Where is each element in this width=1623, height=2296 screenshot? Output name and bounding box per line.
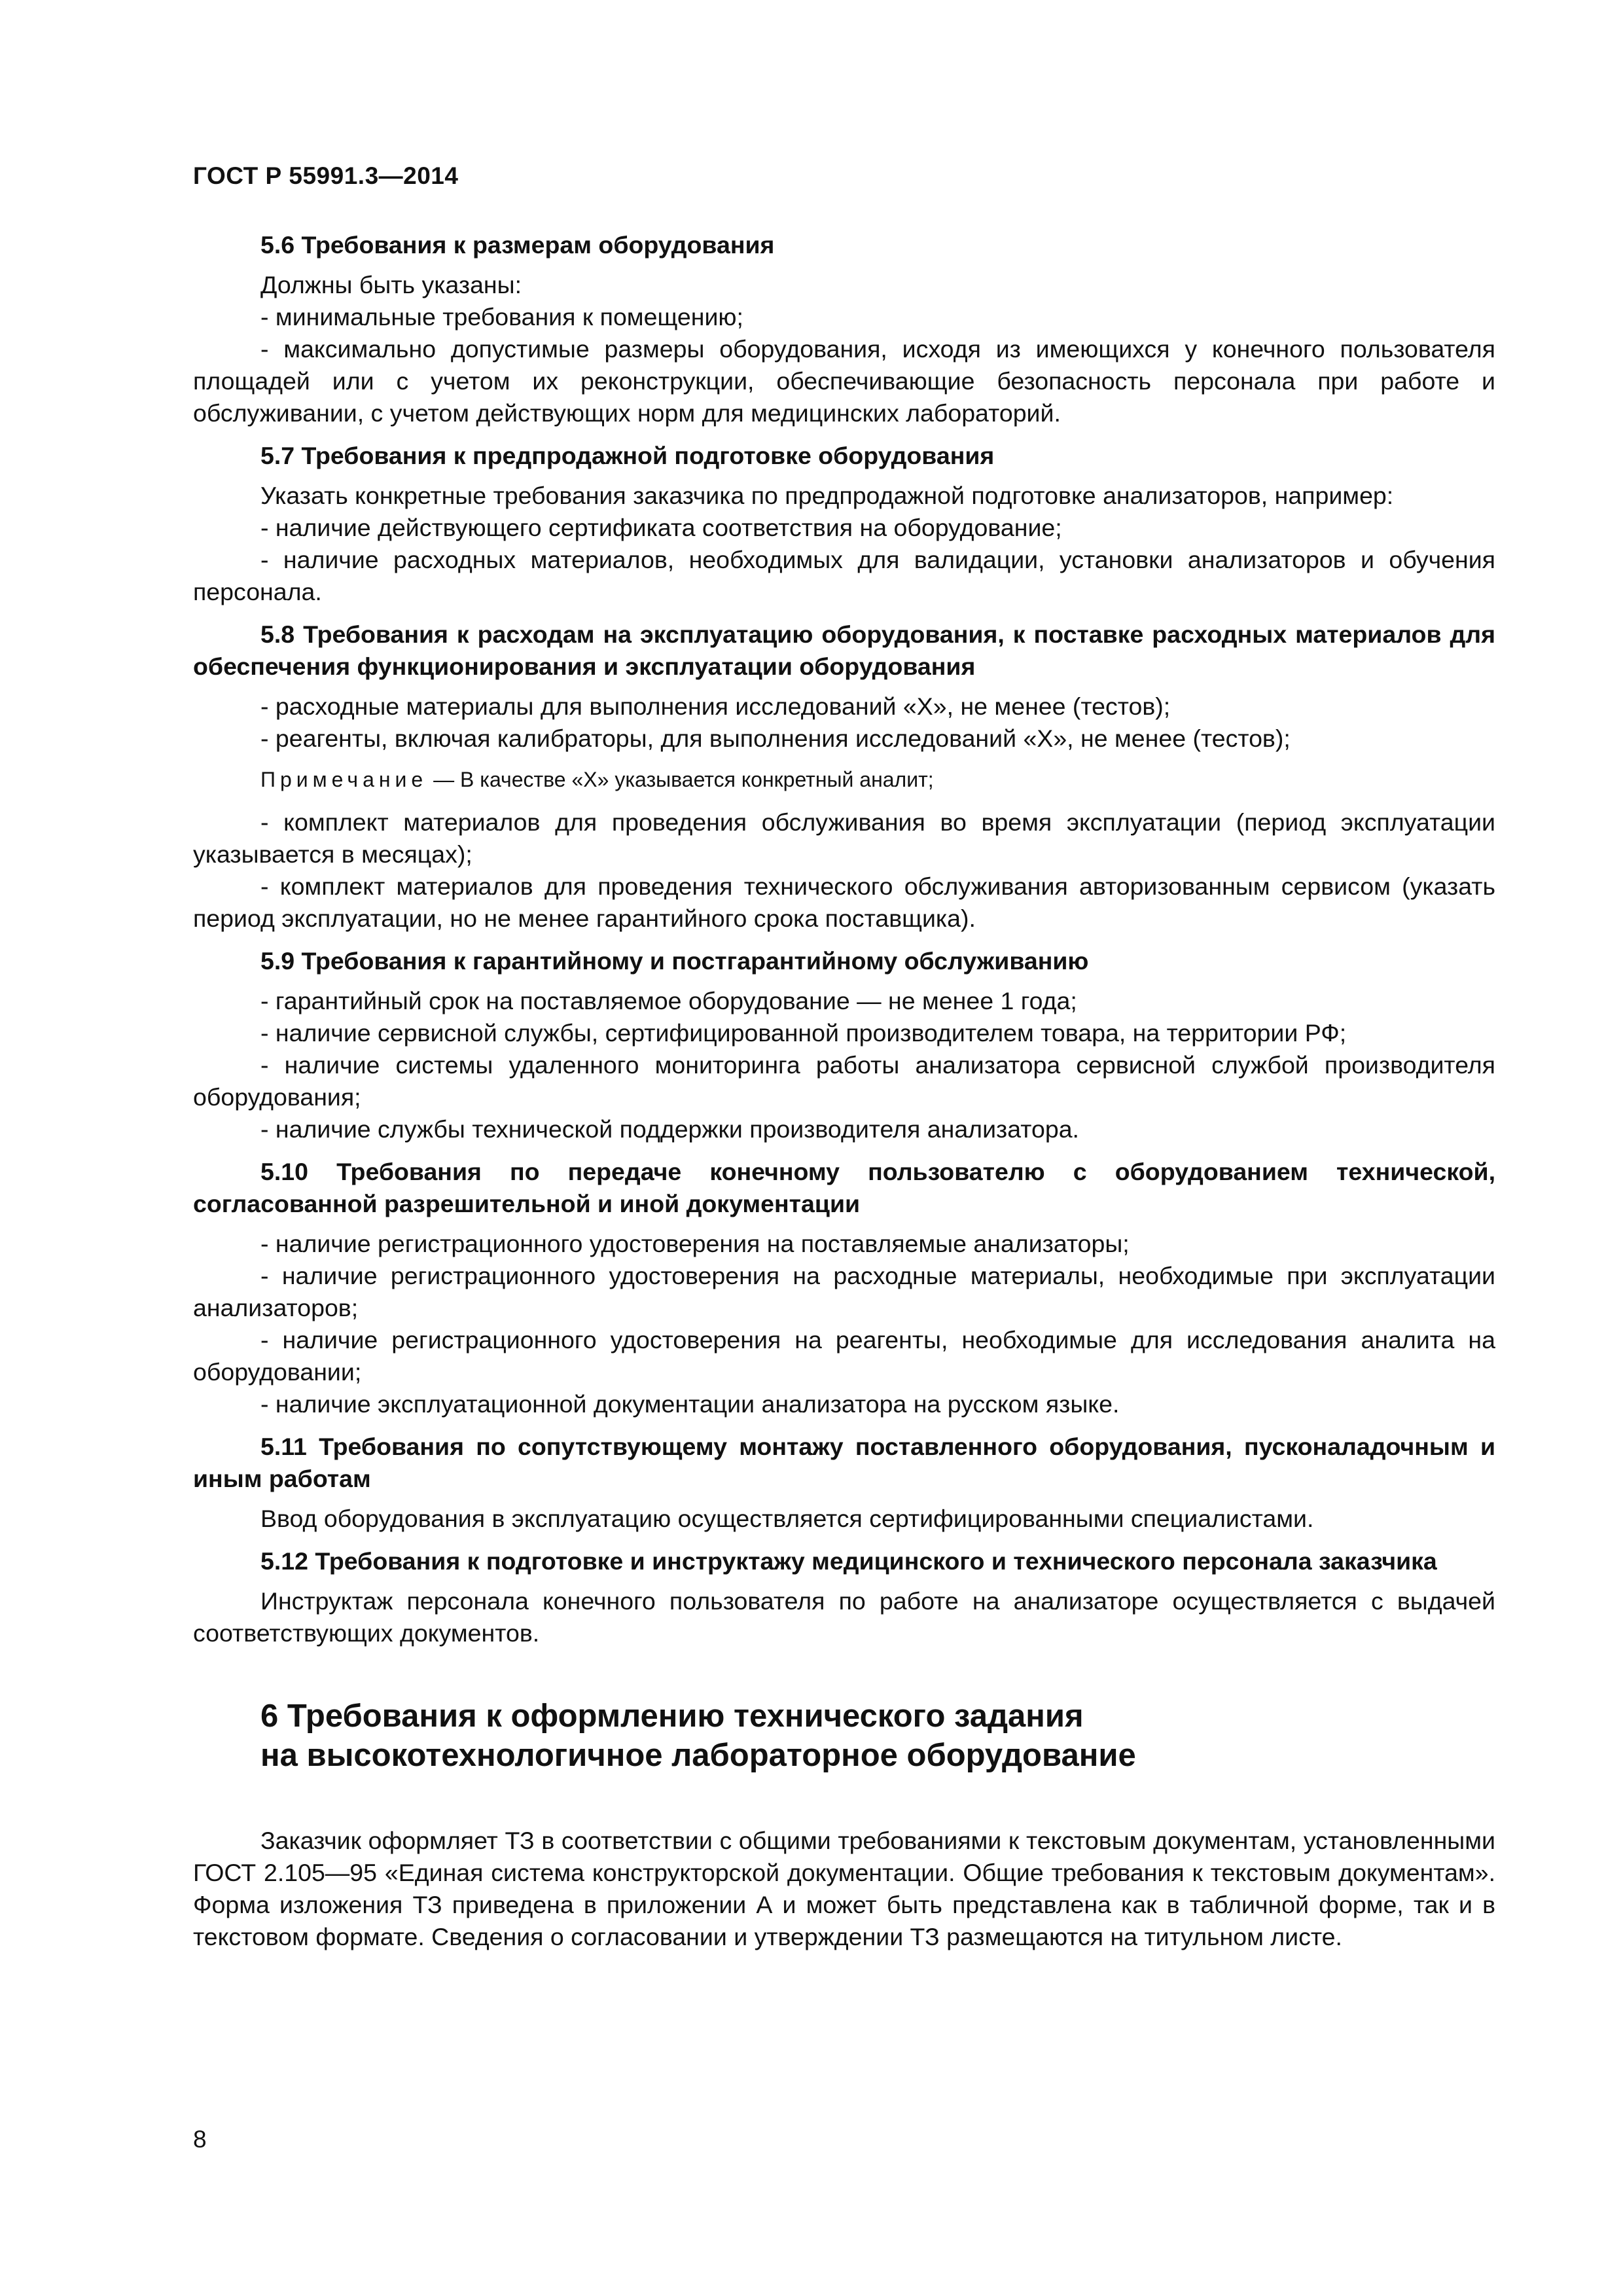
note-label: Примечание <box>260 768 428 791</box>
section-5-9 <box>193 945 1495 1145</box>
paragraph: Указать конкретные требования заказчика по предпродажной подготовке анализаторов, например: <box>260 482 1394 509</box>
chapter-heading <box>260 1696 1495 1775</box>
section-5-8 <box>193 619 1495 935</box>
list-item: - наличие системы удаленного мониторинга работы анализатора сервисной службой производителя оборудования; <box>193 1051 1495 1111</box>
section-heading: 5.8 Требования к расходам на эксплуатацию оборудования, к поставке расходных материалов для обеспечения функционирования и эксплуатации оборудования <box>193 620 1495 680</box>
chapter-heading-line-2: на высокотехнологичное лабораторное оборудование <box>260 1738 1136 1773</box>
document-body <box>193 229 1495 1953</box>
note <box>193 764 1495 796</box>
section-5-6 <box>193 229 1495 429</box>
list-item: - комплект материалов для проведения обслуживания во время эксплуатации (период эксплуатации указывается в месяцах); <box>193 808 1495 868</box>
section-5-7 <box>193 440 1495 608</box>
list-item: - наличие регистрационного удостоверения на поставляемые анализаторы; <box>260 1230 1130 1257</box>
section-6 <box>193 1696 1495 1953</box>
section-5-12 <box>193 1545 1495 1649</box>
section-5-10 <box>193 1156 1495 1420</box>
section-heading: 5.6 Требования к размерам оборудования <box>260 231 775 259</box>
section-5-11 <box>193 1431 1495 1535</box>
list-item: - комплект материалов для проведения технического обслуживания авторизованным сервисом (указать период эксплуатации, но не менее гарантийного срока поставщика). <box>193 872 1495 932</box>
chapter-heading-line-1: 6 Требования к оформлению технического задания <box>260 1698 1084 1734</box>
list-item: - наличие действующего сертификата соответствия на оборудование; <box>260 514 1062 541</box>
list-item: - наличие расходных материалов, необходимых для валидации, установки анализаторов и обучения персонала. <box>193 546 1495 605</box>
list-item: - наличие сервисной службы, сертифицированной производителем товара, на территории РФ; <box>260 1019 1347 1047</box>
paragraph: Ввод оборудования в эксплуатацию осуществляется сертифицированными специалистами. <box>260 1505 1314 1532</box>
note-text: — В качестве «Х» указывается конкретный аналит; <box>427 768 934 791</box>
list-item: - расходные материалы для выполнения исследований «Х», не менее (тестов); <box>260 692 1171 720</box>
paragraph: Должны быть указаны: <box>260 271 522 298</box>
list-item: - наличие эксплуатационной документации анализатора на русском языке. <box>260 1390 1120 1418</box>
list-item: - наличие регистрационного удостоверения на расходные материалы, необходимые при эксплуатации анализаторов; <box>193 1262 1495 1321</box>
paragraph: Заказчик оформляет ТЗ в соответствии с общими требованиями к текстовым документам, установленными ГОСТ 2.105—95 «Единая система конструкторской документации. Общие требования к текстовым документам». Форма изложения ТЗ приведена в приложении А и может быть представлена как в табличной форме, так и в текстовом формате. Сведения о согласовании и утверждении ТЗ размещаются на титульном листе. <box>193 1827 1495 1950</box>
section-heading: 5.10 Требования по передаче конечному пользователю с оборудованием технической, согласованной разрешительной и иной документации <box>193 1158 1495 1217</box>
list-item: - минимальные требования к помещению; <box>260 303 743 331</box>
paragraph: Инструктаж персонала конечного пользователя по работе на анализаторе осуществляется с выдачей соответствующих документов. <box>193 1587 1495 1647</box>
list-item: - реагенты, включая калибраторы, для выполнения исследований «Х», не менее (тестов); <box>260 725 1291 752</box>
section-heading: 5.12 Требования к подготовке и инструктажу медицинского и технического персонала заказчика <box>260 1547 1437 1575</box>
list-item: - наличие службы технической поддержки производителя анализатора. <box>260 1115 1079 1143</box>
list-item: - гарантийный срок на поставляемое оборудование — не менее 1 года; <box>260 987 1077 1014</box>
section-heading: 5.9 Требования к гарантийному и постгарантийному обслуживанию <box>260 947 1089 975</box>
section-heading: 5.7 Требования к предпродажной подготовке оборудования <box>260 442 995 469</box>
section-heading: 5.11 Требования по сопутствующему монтажу поставленного оборудования, пусконаладочным и иным работам <box>193 1433 1495 1492</box>
document-header: ГОСТ Р 55991.3—2014 <box>193 162 459 189</box>
page-number: 8 <box>193 2126 207 2153</box>
list-item: - максимально допустимые размеры оборудования, исходя из имеющихся у конечного пользователя площадей или с учетом их реконструкции, обеспечивающие безопасность персонала при работе и обслуживании, с учетом действующих норм для медицинских лабораторий. <box>193 335 1495 427</box>
list-item: - наличие регистрационного удостоверения на реагенты, необходимые для исследования аналита на оборудовании; <box>193 1326 1495 1386</box>
